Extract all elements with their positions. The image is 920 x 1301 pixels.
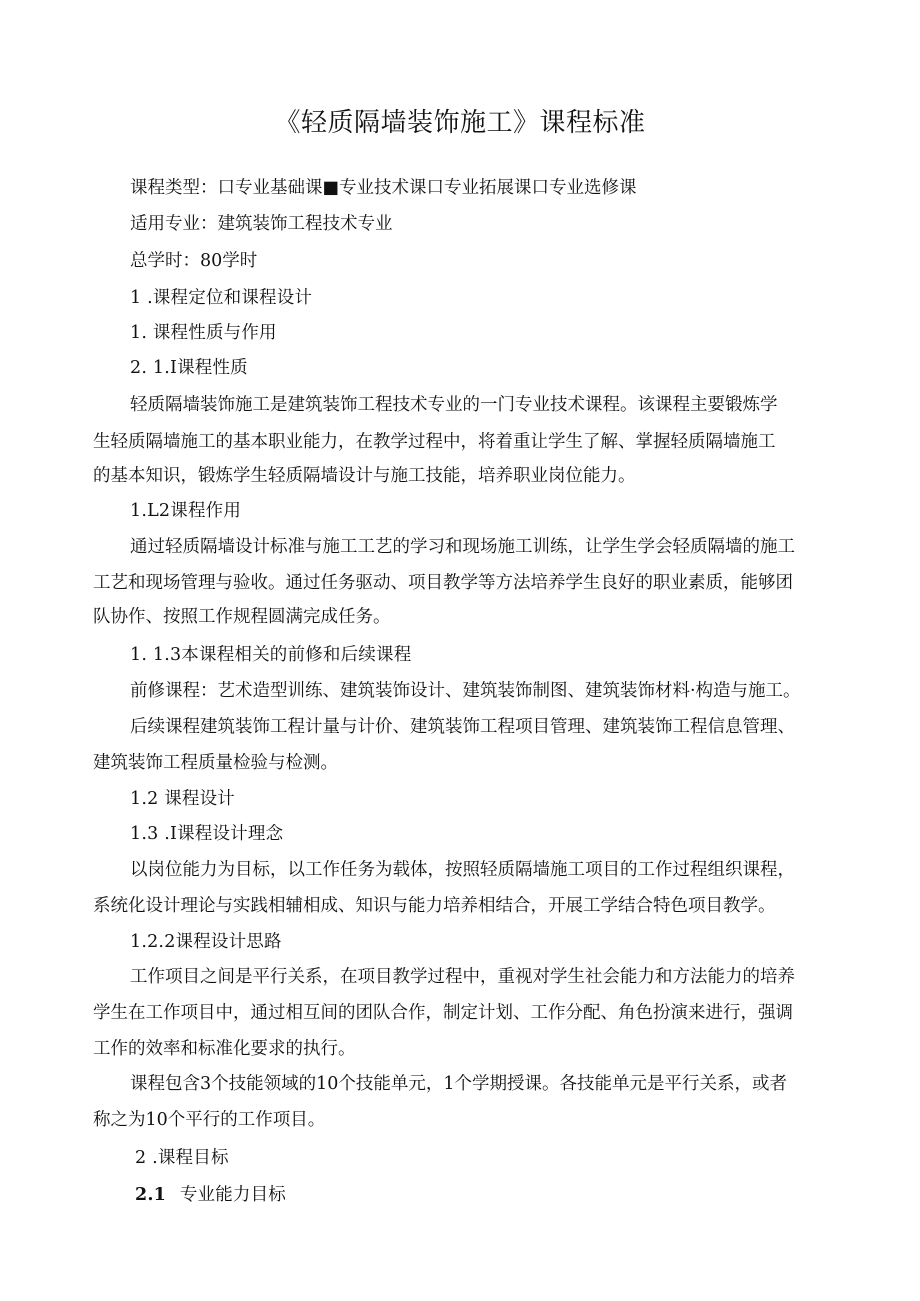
concept-paragraph-line: 以岗位能力为目标，以工作任务为载体，按照轻质隔墙施工项目的工作过程组织课程， bbox=[130, 860, 795, 880]
concept-paragraph-line: 系统化设计理论与实践相辅相成、知识与能力培养相结合，开展工学结合特色项目教学。 bbox=[93, 896, 776, 916]
idea-paragraph-line: 学生在工作项目中，通过相互间的团队合作，制定计划、工作分配、角色扮演来进行，强调 bbox=[93, 1003, 793, 1023]
section-1-1-heading: 1. 课程性质与作用 bbox=[130, 323, 277, 343]
section-1-2-2-heading: 1.2.2课程设计思路 bbox=[130, 932, 282, 952]
section-1-1-2-heading: 1.L2课程作用 bbox=[130, 501, 242, 521]
role-paragraph-line: 队协作、按照工作规程圆满完成任务。 bbox=[93, 607, 391, 627]
followup-courses-line: 建筑装饰工程质量检验与检测。 bbox=[93, 753, 338, 773]
section-2-1-number: 2.1 bbox=[135, 1185, 167, 1205]
section-2-heading: 2 .课程目标 bbox=[135, 1148, 229, 1168]
document-title: 《轻质隔墙装饰施工》课程标准 bbox=[274, 108, 646, 138]
nature-paragraph-line: 轻质隔墙装饰施工是建筑装饰工程技术专业的一门专业技术课程。该课程主要锻炼学 bbox=[130, 395, 778, 415]
section-2-1-title: 专业能力目标 bbox=[179, 1185, 287, 1205]
nature-paragraph-line: 的基本知识，锻炼学生轻质隔墙设计与施工技能，培养职业岗位能力。 bbox=[93, 466, 636, 486]
section-1-2-1-heading: 1.3 .I课程设计理念 bbox=[130, 824, 284, 844]
followup-courses-line: 后续课程建筑装饰工程计量与计价、建筑装饰工程项目管理、建筑装饰工程信息管理、 bbox=[130, 717, 795, 737]
nature-paragraph-line: 生轻质隔墙施工的基本职业能力，在教学过程中，将着重让学生了解、掌握轻质隔墙施工 bbox=[93, 432, 776, 452]
section-1-2-heading: 1.2 课程设计 bbox=[130, 789, 235, 809]
total-hours-line: 总学时：80学时 bbox=[130, 251, 258, 271]
role-paragraph-line: 工艺和现场管理与验收。通过任务驱动、项目教学等方法培养学生良好的职业素质，能够团 bbox=[93, 573, 793, 593]
content-paragraph-line: 课程包含3个技能领域的10个技能单元，1个学期授课。各技能单元是平行关系，或者 bbox=[130, 1074, 788, 1094]
prerequisite-courses-line: 前修课程：艺术造型训练、建筑装饰设计、建筑装饰制图、建筑装饰材料·构造与施工。 bbox=[130, 681, 801, 701]
role-paragraph-line: 通过轻质隔墙设计标准与施工工艺的学习和现场施工训练，让学生学会轻质隔墙的施工 bbox=[130, 537, 795, 557]
content-paragraph-line: 称之为10个平行的工作项目。 bbox=[93, 1110, 326, 1130]
section-1-1-3-heading: 1. 1.3本课程相关的前修和后续课程 bbox=[130, 645, 412, 665]
major-line: 适用专业：建筑装饰工程技术专业 bbox=[130, 214, 393, 234]
section-2-1-heading bbox=[135, 1181, 286, 1209]
section-1-1-1-heading: 2. 1.I课程性质 bbox=[130, 358, 248, 378]
idea-paragraph-line: 工作的效率和标准化要求的执行。 bbox=[93, 1039, 356, 1059]
section-1-heading: 1 .课程定位和课程设计 bbox=[130, 288, 313, 308]
idea-paragraph-line: 工作项目之间是平行关系，在项目教学过程中，重视对学生社会能力和方法能力的培养 bbox=[130, 967, 795, 987]
course-type-line: 课程类型：口专业基础课■专业技术课口专业拓展课口专业选修课 bbox=[130, 178, 637, 198]
